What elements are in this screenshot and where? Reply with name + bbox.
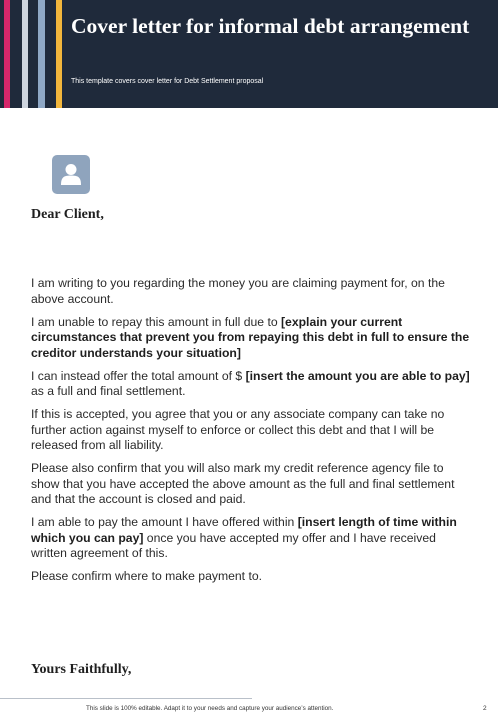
decorative-stripe-blue [38,0,45,108]
paragraph-offer: I can instead offer the total amount of $ [insert the amount you are able to pay] as a full and final settlement. [31,368,470,398]
footer-note: This slide is 100% editable. Adapt it to your needs and capture your audience’s attention. [86,705,334,712]
placeholder-timeframe: [insert length of time within which you can pay] [31,515,457,545]
decorative-stripe-yellow [56,0,62,108]
placeholder-amount: [insert the amount you are able to pay] [245,368,470,383]
paragraph-intro: I am writing to you regarding the money you are claiming payment for, on the above account. [31,276,445,306]
page-title: Cover letter for informal debt arrangement [71,14,470,38]
paragraph-credit-file: Please also confirm that you will also mark my credit reference agency file to show that you have accepted the above amount as the full and final settlement and that the account is closed and paid. [31,461,455,506]
paragraph-circumstances: I am unable to repay this amount in full due to [explain your current circumstances that prevent you from repaying this debt in full to ensure the creditor understands your situation] [31,314,470,360]
paragraph-release: If this is accepted, you agree that you or any associate company can take no further action against myself to enforce or collect this debt and that I will be released from all liability. [31,407,445,452]
decorative-stripe-pink [4,0,10,108]
closing: Yours Faithfully, [31,662,132,677]
user-icon [61,163,81,185]
page-subtitle: This template covers cover letter for Debt Settlement proposal [71,78,264,85]
header-banner [0,0,498,108]
placeholder-circumstances: [explain your current circumstances that prevent you from repaying this debt in full to ensure the creditor understands your situation] [31,314,470,360]
footer-divider [0,698,252,699]
greeting: Dear Client, [31,207,104,222]
decorative-stripe-light [22,0,28,108]
paragraph-timeframe: I am able to pay the amount I have offered within [insert length of time within which you can pay] once you have accepted my offer and I have received written agreement of this. [31,515,457,560]
paragraph-payment: Please confirm where to make payment to. [31,569,262,583]
letter-body [31,276,471,592]
page-number: 2 [483,705,487,712]
avatar [52,155,90,194]
